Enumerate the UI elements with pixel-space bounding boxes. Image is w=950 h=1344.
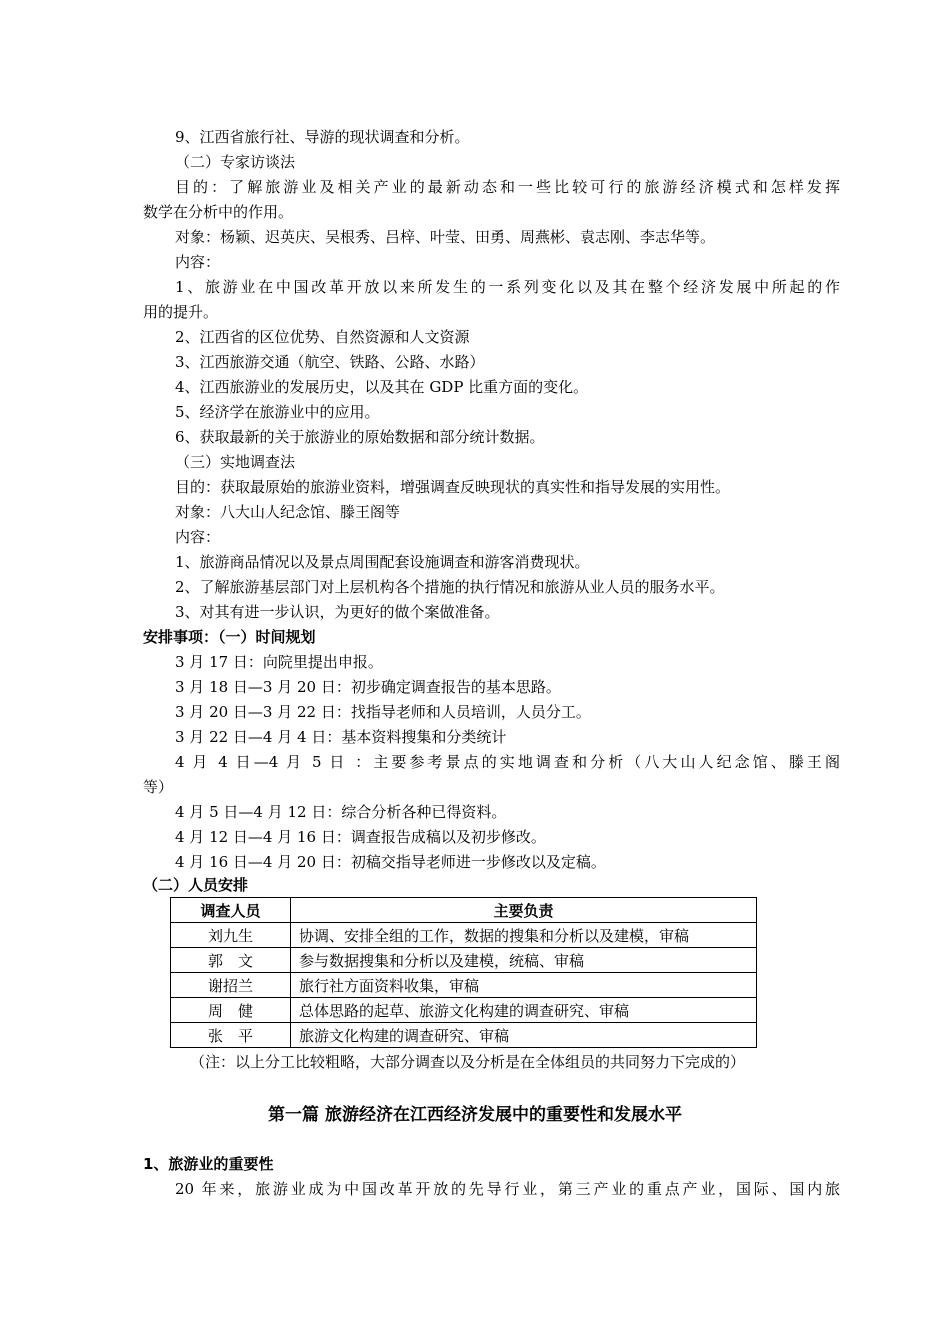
paragraph-line: 对象：杨颖、迟英庆、吴根秀、吕梓、叶莹、田勇、周燕彬、袁志刚、李志华等。 bbox=[175, 228, 716, 246]
paragraph-line: 6、获取最新的关于旅游业的原始数据和部分统计数据。 bbox=[175, 428, 545, 446]
heading-arrangements: 安排事项：（一）时间规划 bbox=[143, 628, 316, 646]
paragraph-line: 5、经济学在旅游业中的应用。 bbox=[175, 403, 380, 421]
table-row bbox=[171, 973, 757, 998]
paragraph-line: 1、旅游商品情况以及景点周围配套设施调查和游客消费现状。 bbox=[175, 553, 590, 571]
staff-table bbox=[170, 897, 757, 1048]
column-header: 主要负责 bbox=[291, 898, 757, 923]
schedule-line: 3 月 22 日—4 月 4 日：基本资料搜集和分类统计 bbox=[175, 728, 507, 746]
paragraph-line: 9、江西省旅行社、导游的现状调查和分析。 bbox=[175, 128, 470, 146]
section-heading: 1、旅游业的重要性 bbox=[143, 1155, 274, 1173]
table-note: （注：以上分工比较粗略，大部分调查以及分析是在全体组员的共同努力下完成的） bbox=[190, 1053, 746, 1071]
paragraph-line: 1、旅游业在中国改革开放以来所发生的一系列变化以及其在整个经济发展中所起的作 bbox=[175, 278, 840, 296]
staff-name: 刘九生 bbox=[171, 923, 291, 948]
schedule-line: 4 月 5 日—4 月 12 日：综合分析各种已得资料。 bbox=[175, 803, 507, 821]
schedule-line: 4 月 16 日—4 月 20 日：初稿交指导老师进一步修改以及定稿。 bbox=[175, 853, 606, 871]
staff-name: 郭 文 bbox=[171, 948, 291, 973]
table-header-row bbox=[171, 898, 757, 923]
paragraph-line: 20 年来，旅游业成为中国改革开放的先导行业，第三产业的重点产业，国际、国内旅 bbox=[175, 1180, 840, 1198]
staff-name: 周 健 bbox=[171, 998, 291, 1023]
table-row bbox=[171, 1023, 757, 1048]
table-row bbox=[171, 998, 757, 1023]
paragraph-line: 目的：了解旅游业及相关产业的最新动态和一些比较可行的旅游经济模式和怎样发挥 bbox=[175, 178, 840, 196]
subheading-expert-interview: （二）专家访谈法 bbox=[175, 153, 296, 171]
paragraph-line: 内容： bbox=[175, 253, 221, 271]
staff-duty: 旅游文化构建的调查研究、审稿 bbox=[291, 1023, 757, 1048]
schedule-line: 等） bbox=[143, 778, 174, 796]
paragraph-line: 2、了解旅游基层部门对上层机构各个措施的执行情况和旅游从业人员的服务水平。 bbox=[175, 578, 725, 596]
staff-duty: 参与数据搜集和分析以及建模，统稿、审稿 bbox=[291, 948, 757, 973]
paragraph-line: 数学在分析中的作用。 bbox=[143, 203, 294, 221]
schedule-line: 4 月 12 日—4 月 16 日：调查报告成稿以及初步修改。 bbox=[175, 828, 546, 846]
schedule-line: 3 月 18 日—3 月 20 日：初步确定调查报告的基本思路。 bbox=[175, 678, 561, 696]
table-row bbox=[171, 923, 757, 948]
subheading-field-survey: （三）实地调查法 bbox=[175, 453, 296, 471]
schedule-line: 3 月 20 日—3 月 22 日：找指导老师和人员培训，人员分工。 bbox=[175, 703, 591, 721]
column-header: 调查人员 bbox=[171, 898, 291, 923]
chapter-title: 第一篇 旅游经济在江西经济发展中的重要性和发展水平 bbox=[268, 1105, 682, 1125]
staff-duty: 协调、安排全组的工作，数据的搜集和分析以及建模，审稿 bbox=[291, 923, 757, 948]
staff-name: 张 平 bbox=[171, 1023, 291, 1048]
staff-name: 谢招兰 bbox=[171, 973, 291, 998]
schedule-line: 4 月 4 日—4 月 5 日 ：主要参考景点的实地调查和分析（八大山人纪念馆、滕王阁 bbox=[175, 753, 840, 771]
staff-duty: 旅行社方面资料收集，审稿 bbox=[291, 973, 757, 998]
schedule-line: 3 月 17 日：向院里提出申报。 bbox=[175, 653, 383, 671]
heading-staff: （二）人员安排 bbox=[143, 876, 249, 894]
paragraph-line: 2、江西省的区位优势、自然资源和人文资源 bbox=[175, 328, 470, 346]
paragraph-line: 3、对其有进一步认识，为更好的做个案做准备。 bbox=[175, 603, 500, 621]
paragraph-line: 用的提升。 bbox=[143, 303, 219, 321]
staff-duty: 总体思路的起草、旅游文化构建的调查研究、审稿 bbox=[291, 998, 757, 1023]
paragraph-line: 对象：八大山人纪念馆、滕王阁等 bbox=[175, 503, 401, 521]
paragraph-line: 3、江西旅游交通（航空、铁路、公路、水路） bbox=[175, 353, 485, 371]
table-row bbox=[171, 948, 757, 973]
paragraph-line: 内容： bbox=[175, 528, 221, 546]
paragraph-line: 目的：获取最原始的旅游业资料，增强调查反映现状的真实性和指导发展的实用性。 bbox=[175, 478, 731, 496]
paragraph-line: 4、江西旅游业的发展历史，以及其在 GDP 比重方面的变化。 bbox=[175, 378, 589, 396]
